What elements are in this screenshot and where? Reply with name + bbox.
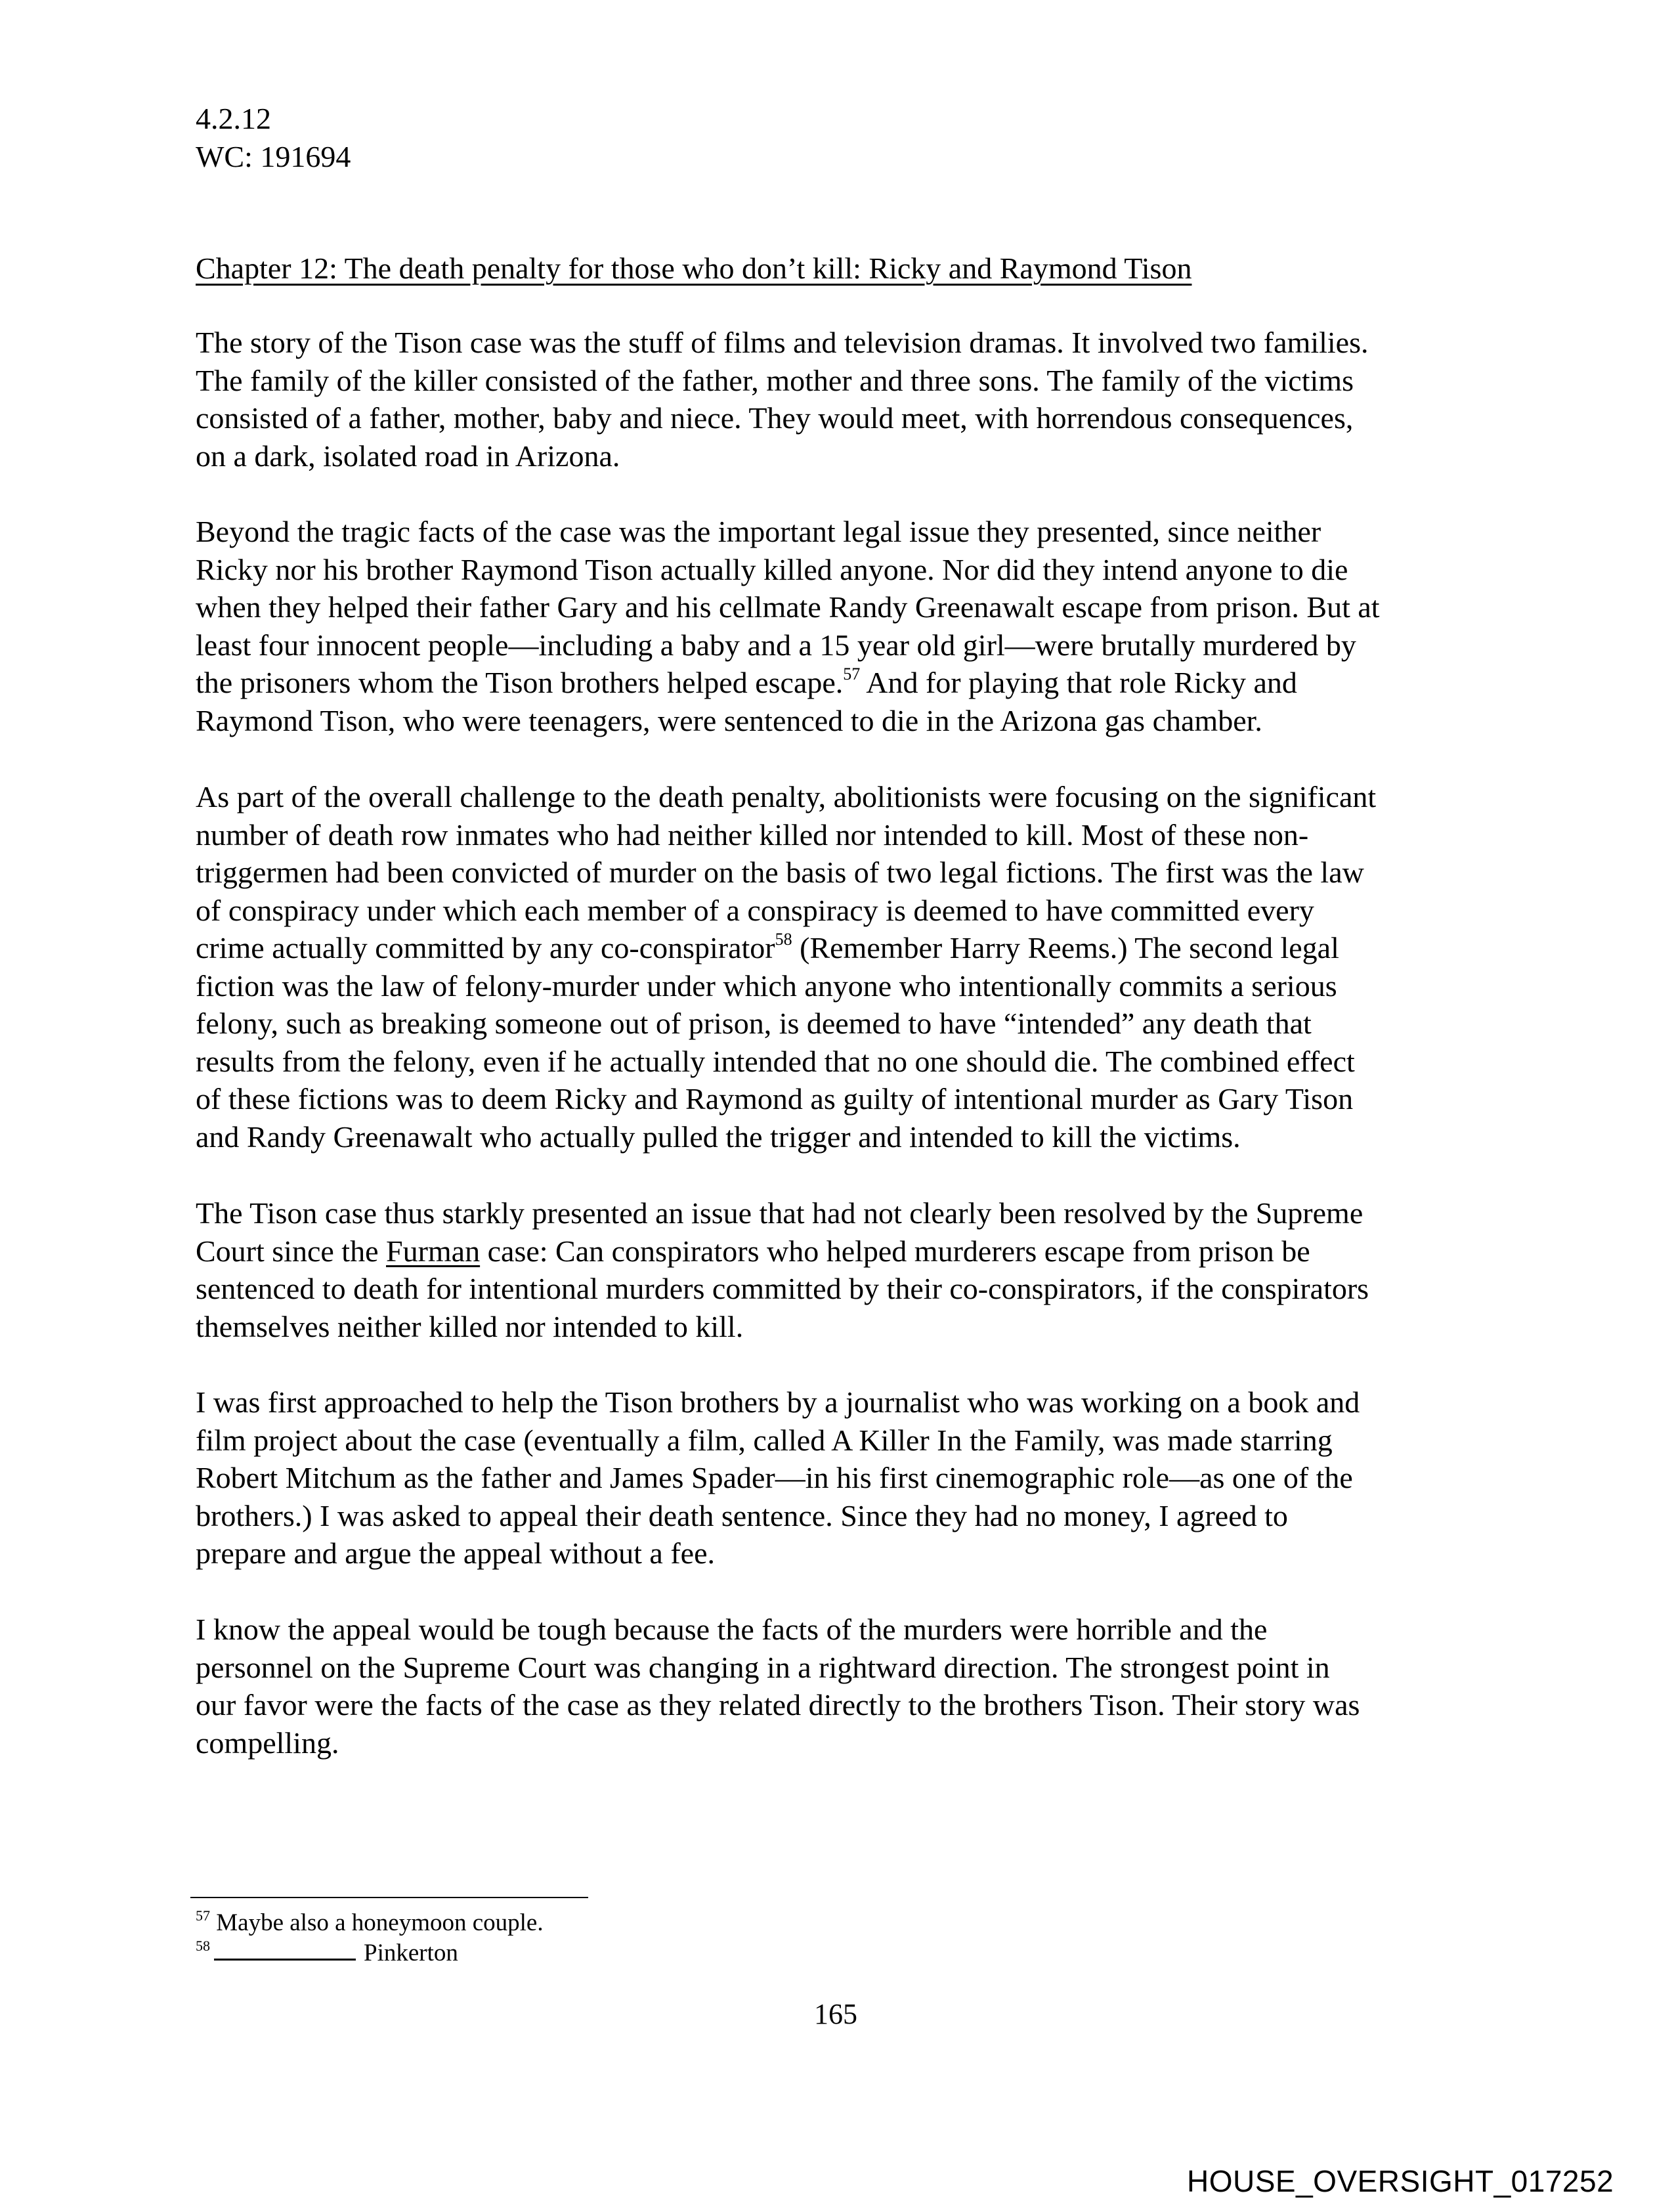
footnote-separator (190, 1897, 588, 1898)
paragraph-line: results from the felony, even if he actually intended that no one should die. The combined effect (196, 1044, 1355, 1078)
paragraph-text: crime actually committed by any co-conspirator (196, 931, 775, 965)
paragraph-line: Robert Mitchum as the father and James Spader—in his first cinemographic role—as one of the (196, 1461, 1353, 1494)
paragraph-line: The Tison case thus starkly presented an issue that had not clearly been resolved by the Supreme (196, 1196, 1363, 1230)
bates-number: HOUSE_OVERSIGHT_017252 (1187, 2164, 1614, 2198)
paragraph-line: As part of the overall challenge to the death penalty, abolitionists were focusing on the significant (196, 780, 1377, 813)
paragraph-line: Ricky nor his brother Raymond Tison actually killed anyone. Nor did they intend anyone to die (196, 552, 1348, 586)
paragraph-text: case: Can conspirators who helped murderers escape from prison be (480, 1234, 1310, 1268)
paragraph-4 (196, 1194, 1502, 1345)
paragraph-1 (196, 324, 1502, 475)
footnote-ref-57[interactable]: 57 (843, 664, 861, 683)
paragraph-line: and Randy Greenawalt who actually pulled the trigger and intended to kill the victims. (196, 1119, 1241, 1154)
footnote-blank-line (214, 1941, 356, 1961)
footnote-number: 57 (196, 1907, 210, 1924)
paragraph-line: number of death row inmates who had neither killed nor intended to kill. Most of these non- (196, 817, 1309, 852)
case-name-furman: Furman (386, 1234, 481, 1268)
paragraph-line: least four innocent people—including a baby and a 15 year old girl—were brutally murdered by (196, 628, 1356, 662)
page-number: 165 (814, 1998, 857, 2030)
paragraph-text: Court since the (196, 1234, 386, 1268)
paragraph-line: film project about the case (eventually a film, called A Killer In the Family, was made starring (196, 1423, 1333, 1457)
paragraph-text: (Remember Harry Reems.) The second legal (792, 931, 1339, 965)
paragraph-line: Beyond the tragic facts of the case was the important legal issue they presented, since neither (196, 515, 1321, 548)
paragraph-line: The story of the Tison case was the stuff of films and television dramas. It involved two families. (196, 326, 1369, 359)
paragraph-line: triggermen had been convicted of murder on the basis of two legal fictions. The first was the law (196, 856, 1364, 889)
paragraph-line (196, 1232, 1502, 1270)
paragraph-line: The family of the killer consisted of the father, mother and three sons. The family of the victims (196, 363, 1354, 397)
chapter-title: Chapter 12: The death penalty for those who don’t kill: Ricky and Raymond Tison (196, 251, 1192, 285)
paragraph-line: fiction was the law of felony-murder under which anyone who intentionally commits a serious (196, 968, 1337, 1003)
paragraph-line: brothers.) I was asked to appeal their death sentence. Since they had no money, I agreed to (196, 1498, 1288, 1532)
paragraph-line: Raymond Tison, who were teenagers, were sentenced to die in the Arizona gas chamber. (196, 703, 1262, 737)
paragraph-line: of these fictions was to deem Ricky and Raymond as guilty of intentional murder as Gary Tison (196, 1082, 1354, 1116)
paragraph-line: themselves neither killed nor intended to kill. (196, 1309, 744, 1343)
paragraph-line: I was first approached to help the Tison brothers by a journalist who was working on a book and (196, 1385, 1360, 1419)
footnote-58 (196, 1938, 458, 1968)
paragraph-line (196, 664, 1502, 702)
paragraph-line: when they helped their father Gary and his cellmate Randy Greenawalt escape from prison. But at (196, 590, 1380, 624)
paragraph-3 (196, 778, 1502, 1156)
footnote-number: 58 (196, 1937, 210, 1954)
paragraph-5 (196, 1383, 1502, 1572)
header-date: 4.2.12 (196, 102, 271, 135)
paragraph-line: I know the appeal would be tough because the facts of the murders were horrible and the (196, 1613, 1268, 1646)
header-word-count: WC: 191694 (196, 140, 351, 173)
paragraph-6 (196, 1611, 1502, 1762)
paragraph-line: of conspiracy under which each member of a conspiracy is deemed to have committed every (196, 893, 1314, 927)
footnote-text: Maybe also a honeymoon couple. (210, 1909, 544, 1936)
paragraph-2 (196, 513, 1502, 739)
paragraph-line: our favor were the facts of the case as they related directly to the brothers Tison. Their story was (196, 1688, 1360, 1722)
paragraph-line: prepare and argue the appeal without a fee. (196, 1536, 715, 1570)
footnote-ref-58[interactable]: 58 (775, 929, 792, 949)
paragraph-line: consisted of a father, mother, baby and niece. They would meet, with horrendous consequences, (196, 401, 1354, 435)
paragraph-line: compelling. (196, 1725, 339, 1760)
footnote-57 (196, 1908, 544, 1938)
paragraph-line: personnel on the Supreme Court was changing in a rightward direction. The strongest point in (196, 1650, 1330, 1684)
paragraph-line: sentenced to death for intentional murders committed by their co-conspirators, if the conspirators (196, 1272, 1369, 1305)
paragraph-text: the prisoners whom the Tison brothers helped escape. (196, 666, 844, 699)
paragraph-line: felony, such as breaking someone out of prison, is deemed to have “intended” any death that (196, 1007, 1312, 1040)
paragraph-text: And for playing that role Ricky and (860, 666, 1297, 699)
paragraph-line (196, 929, 1502, 967)
footnote-text: Pinkerton (364, 1940, 458, 1966)
paragraph-line: on a dark, isolated road in Arizona. (196, 439, 620, 473)
